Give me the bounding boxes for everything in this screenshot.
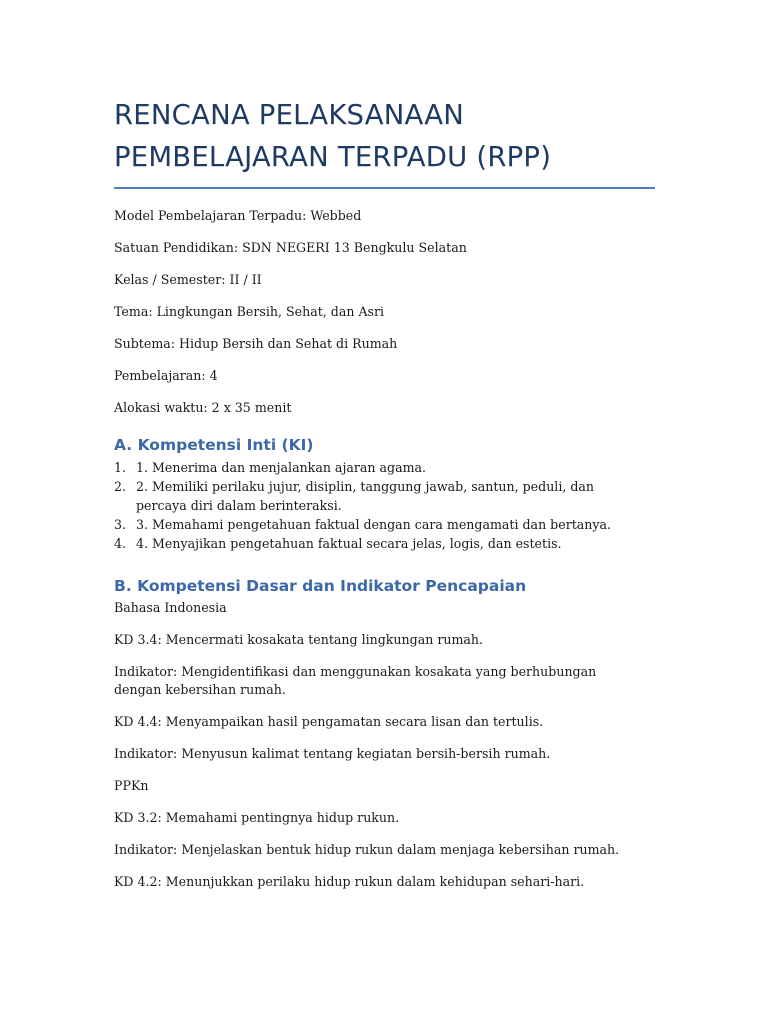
meta-time-allocation: Alokasi waktu: 2 x 35 menit: [114, 400, 292, 415]
meta-subtheme: Subtema: Hidup Bersih dan Sehat di Rumah: [114, 336, 398, 351]
list-item: [114, 458, 634, 477]
indicator-paragraph: Indikator: Mengidentifikasi dan menggunakan kosakata yang berhubungan dengan kebersihan rumah.: [114, 664, 597, 697]
list-item: [114, 477, 634, 515]
list-item-text: 3. Memahami pengetahuan faktual dengan cara mengamati dan bertanya.: [136, 517, 612, 532]
subject-label: PPKn: [114, 778, 149, 793]
indicator-paragraph: Indikator: Menyusun kalimat tentang kegiatan bersih-bersih rumah.: [114, 746, 551, 761]
list-item-text: 1. Menerima dan menjalankan ajaran agama.: [136, 460, 427, 475]
list-number: 2.: [114, 479, 127, 494]
document-title: RENCANA PELAKSANAAN PEMBELAJARAN TERPADU (RPP): [114, 99, 552, 173]
basic-competency-block: [114, 599, 634, 891]
section-b-heading: B. Kompetensi Dasar dan Indikator Pencapaian: [114, 577, 527, 595]
metadata-list: [114, 207, 768, 417]
list-number: 3.: [114, 517, 127, 532]
title-underline: [114, 187, 655, 189]
indicator-paragraph: Indikator: Menjelaskan bentuk hidup rukun dalam menjaga kebersihan rumah.: [114, 842, 620, 857]
list-item-text: 2. Memiliki perilaku jujur, disiplin, tanggung jawab, santun, peduli, dan percaya diri dalam berinteraksi.: [136, 479, 595, 513]
list-item: [114, 534, 634, 553]
section-a-heading: A. Kompetensi Inti (KI): [114, 436, 314, 454]
meta-model: Model Pembelajaran Terpadu: Webbed: [114, 208, 362, 223]
kd-paragraph: KD 4.4: Menyampaikan hasil pengamatan secara lisan dan tertulis.: [114, 714, 544, 729]
meta-theme: Tema: Lingkungan Bersih, Sehat, dan Asri: [114, 304, 385, 319]
list-number: 4.: [114, 536, 127, 551]
list-number: 1.: [114, 460, 127, 475]
subject-label: Bahasa Indonesia: [114, 600, 227, 615]
kd-paragraph: KD 3.2: Memahami pentingnya hidup rukun.: [114, 810, 400, 825]
core-competency-list: [114, 458, 634, 553]
meta-lesson: Pembelajaran: 4: [114, 368, 218, 383]
kd-paragraph: KD 4.2: Menunjukkan perilaku hidup rukun dalam kehidupan sehari-hari.: [114, 874, 585, 889]
meta-school: Satuan Pendidikan: SDN NEGERI 13 Bengkulu Selatan: [114, 240, 467, 255]
list-item: [114, 515, 634, 534]
meta-class-semester: Kelas / Semester: II / II: [114, 272, 262, 287]
list-item-text: 4. Menyajikan pengetahuan faktual secara jelas, logis, dan estetis.: [136, 536, 562, 551]
kd-paragraph: KD 3.4: Mencermati kosakata tentang lingkungan rumah.: [114, 632, 484, 647]
